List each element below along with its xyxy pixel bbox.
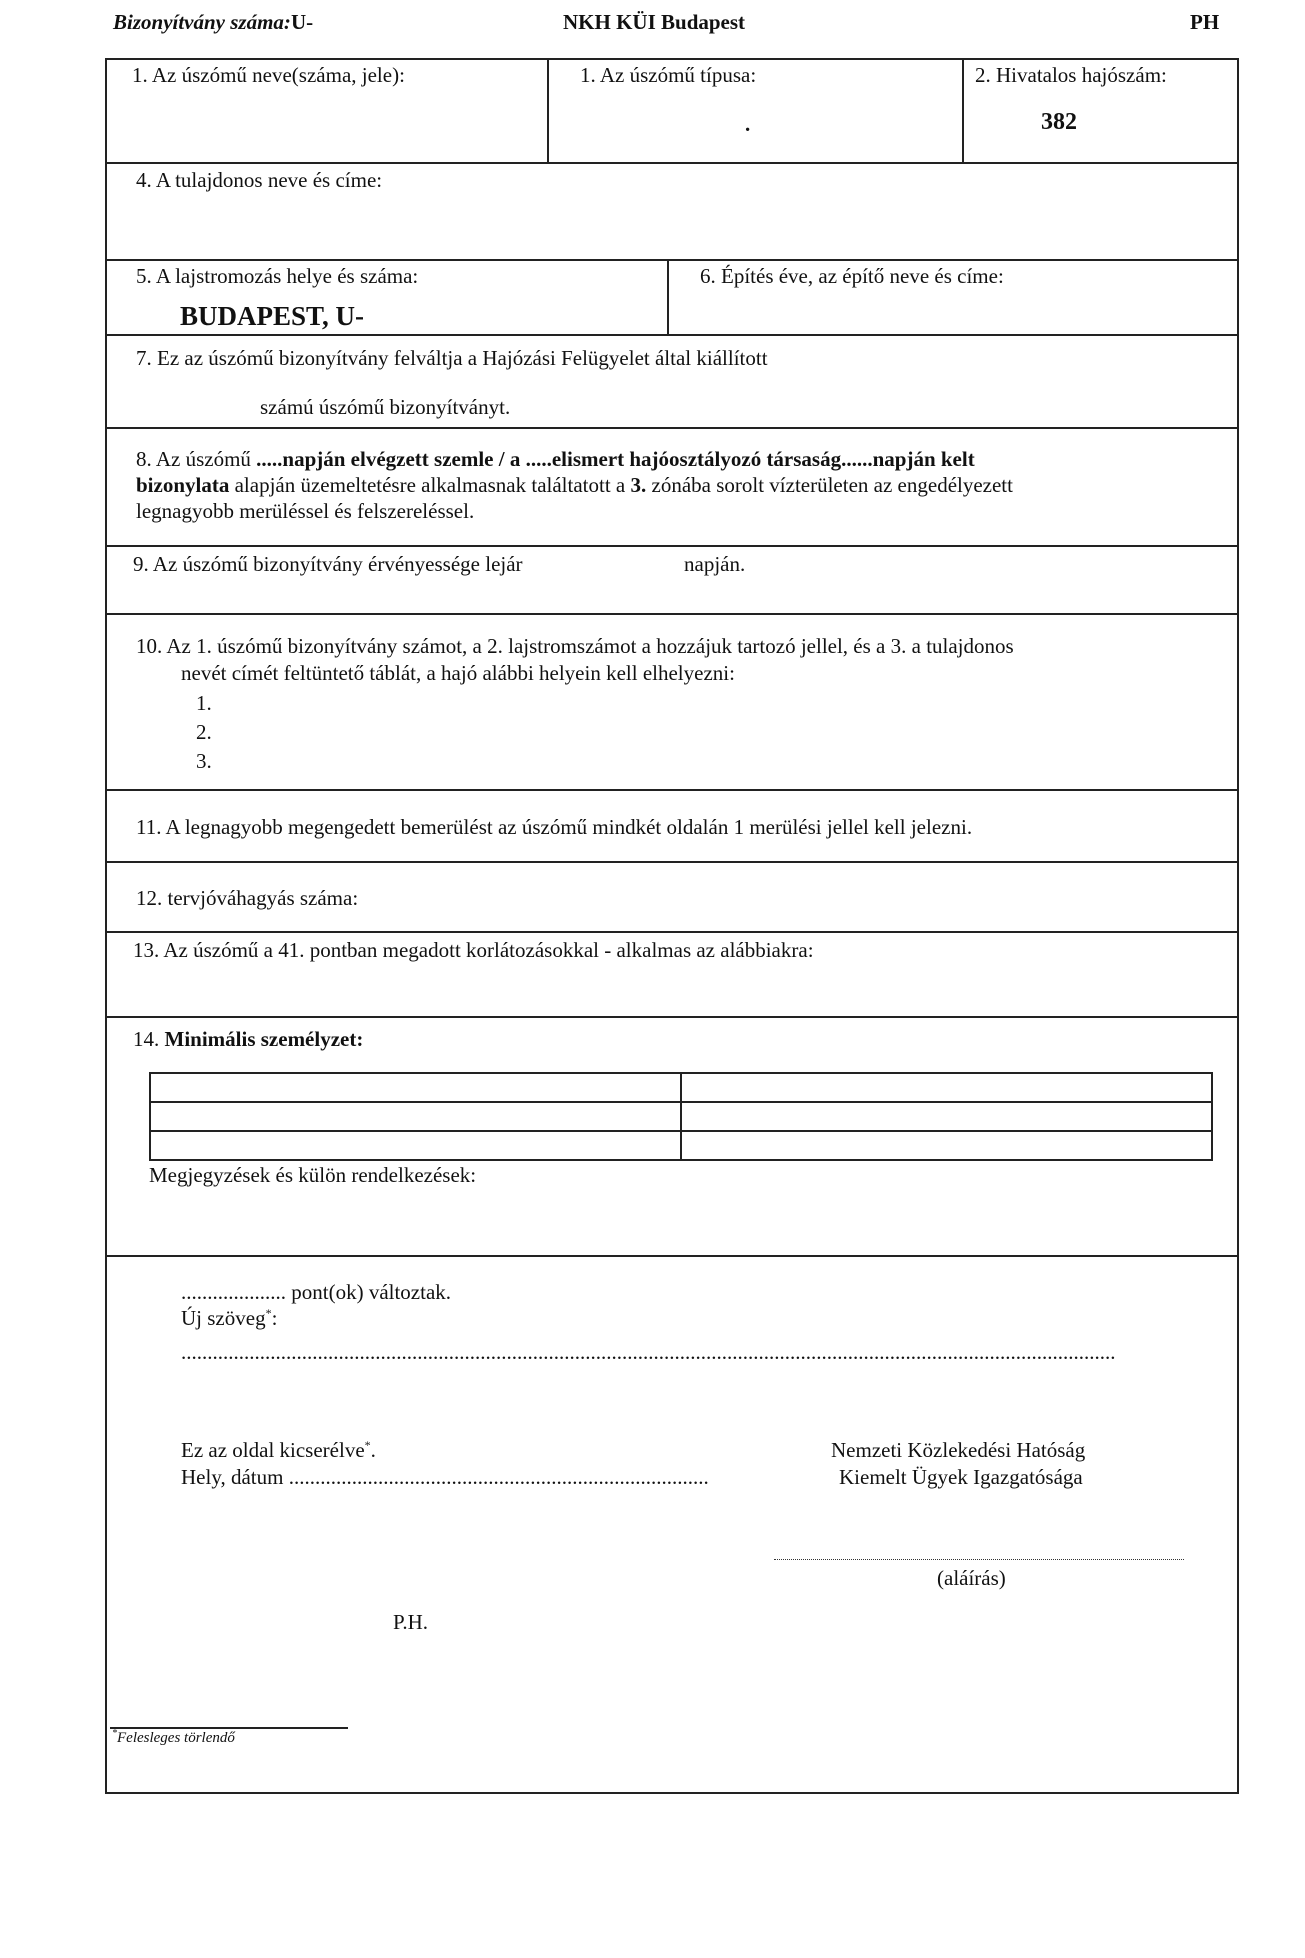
column-divider	[547, 58, 549, 162]
cert-number-label: Bizonyítvány száma:	[113, 10, 291, 34]
field-validity-label: 9. Az úszómű bizonyítvány érvényessége lejár	[133, 552, 523, 576]
row-divider	[105, 545, 1237, 547]
field-remarks-label: Megjegyzések és külön rendelkezések:	[149, 1163, 477, 1187]
table-cell	[681, 1073, 1212, 1102]
row-divider	[105, 1016, 1237, 1018]
changed-points: .................... pont(ok) változtak.	[181, 1280, 452, 1304]
inspection-zone: 3.	[630, 473, 647, 497]
field-draft-marks: 11. A legnagyobb megengedett bemerülést az úszómű mindkét oldalán 1 merülési jellel kell jelezni.	[136, 815, 973, 839]
new-text-label	[181, 1306, 277, 1331]
footnote-text: Felesleges törlendő	[117, 1730, 235, 1746]
signature-line	[774, 1559, 1184, 1560]
field-inspection	[136, 446, 1226, 524]
field-owner-label: 4. A tulajdonos neve és címe:	[136, 168, 383, 192]
field-vessel-type-label: 1. Az úszómű típusa:	[580, 63, 757, 87]
field-vessel-type-value: .	[745, 112, 751, 136]
table-cell	[150, 1131, 681, 1160]
row-divider	[105, 162, 1237, 164]
footnote-marker: *	[112, 1728, 117, 1739]
field-plates-line1: 10. Az 1. úszómű bizonyítvány számot, a 2. lajstromszámot a hozzájuk tartozó jellel, és a 3. a tulajdonos	[136, 634, 1014, 658]
row-divider	[105, 259, 1237, 261]
inspection-text: 8. Az úszómű	[136, 447, 257, 471]
inspection-bold: bizonylata	[136, 473, 230, 497]
field-official-number-label: 2. Hivatalos hajószám:	[975, 63, 1167, 87]
cert-number-value: U-	[290, 10, 314, 34]
authority-name: Nemzeti Közlekedési Hatóság	[831, 1438, 1086, 1462]
row-divider	[105, 613, 1237, 615]
field-registry-value: BUDAPEST, U-	[180, 301, 365, 331]
min-crew-label: Minimális személyzet:	[164, 1027, 364, 1051]
signature-caption: (aláírás)	[937, 1566, 1006, 1590]
table-cell	[681, 1131, 1212, 1160]
field-build-label: 6. Építés éve, az építő neve és címe:	[700, 264, 1004, 288]
table-cell	[150, 1102, 681, 1131]
new-text-colon: :	[271, 1306, 278, 1330]
min-crew-number: 14.	[133, 1027, 165, 1051]
row-divider	[105, 789, 1237, 791]
place-date: Hely, dátum ................................................................................	[181, 1465, 709, 1489]
footnote-marker: *	[265, 1306, 272, 1320]
inspection-text: zónába sorolt vízterületen az engedélyezett	[646, 473, 1013, 497]
plates-list-item: 1.	[196, 691, 212, 715]
authority-directorate: Kiemelt Ügyek Igazgatósága	[839, 1465, 1083, 1489]
field-vessel-name-label: 1. Az úszómű neve(száma, jele):	[132, 63, 405, 87]
row-divider	[105, 861, 1237, 863]
footnote-marker: *	[364, 1438, 371, 1452]
field-min-crew	[133, 1027, 363, 1052]
new-text: Új szöveg	[181, 1306, 266, 1330]
column-divider	[962, 58, 964, 162]
inspection-text: alapján üzemeltetésre alkalmasnak találtatott a	[229, 473, 631, 497]
table-cell	[150, 1073, 681, 1102]
new-text-dotted-line: ..................................................................................................................................................................................	[181, 1340, 1116, 1364]
cert-number	[113, 10, 313, 35]
stamp-mark: PH	[1190, 10, 1220, 34]
row-divider	[105, 931, 1237, 933]
field-plates-line2: nevét címét feltüntető táblát, a hajó alábbi helyein kell elhelyezni:	[181, 661, 735, 685]
table-row	[150, 1102, 1212, 1131]
plates-list-item: 3.	[196, 749, 212, 773]
table-row	[150, 1073, 1212, 1102]
row-divider	[105, 1255, 1237, 1257]
stamp-place: P.H.	[393, 1610, 429, 1634]
table-row	[150, 1131, 1212, 1160]
inspection-line3: legnagyobb merüléssel és felszereléssel.	[136, 499, 475, 523]
table-cell	[681, 1102, 1212, 1131]
page-replaced-text: Ez az oldal kicserélve	[181, 1438, 365, 1462]
authority-title: NKH KÜI Budapest	[563, 10, 746, 34]
field-suitability: 13. Az úszómű a 41. pontban megadott korlátozásokkal - alkalmas az alábbiakra:	[133, 938, 814, 962]
inspection-bold: .....napján elvégzett szemle / a .....elismert hajóosztályozó társaság......napján kelt	[256, 447, 975, 471]
row-divider	[105, 334, 1237, 336]
column-divider	[667, 259, 669, 334]
page-replaced-period: .	[370, 1438, 376, 1462]
row-divider	[105, 427, 1237, 429]
field-replaces-line2: számú úszómű bizonyítványt.	[260, 395, 511, 419]
field-plan-approval: 12. tervjóváhagyás száma:	[136, 886, 359, 910]
field-official-number-value: 382	[1041, 109, 1077, 135]
field-validity-suffix: napján.	[684, 552, 746, 576]
field-replaces-line1: 7. Ez az úszómű bizonyítvány felváltja a Hajózási Felügyelet által kiállított	[136, 346, 768, 370]
page-replaced	[181, 1438, 376, 1463]
field-registry-label: 5. A lajstromozás helye és száma:	[136, 264, 419, 288]
footnote	[112, 1728, 235, 1747]
crew-table	[149, 1072, 1213, 1161]
plates-list-item: 2.	[196, 720, 212, 744]
plates-list	[196, 689, 212, 776]
